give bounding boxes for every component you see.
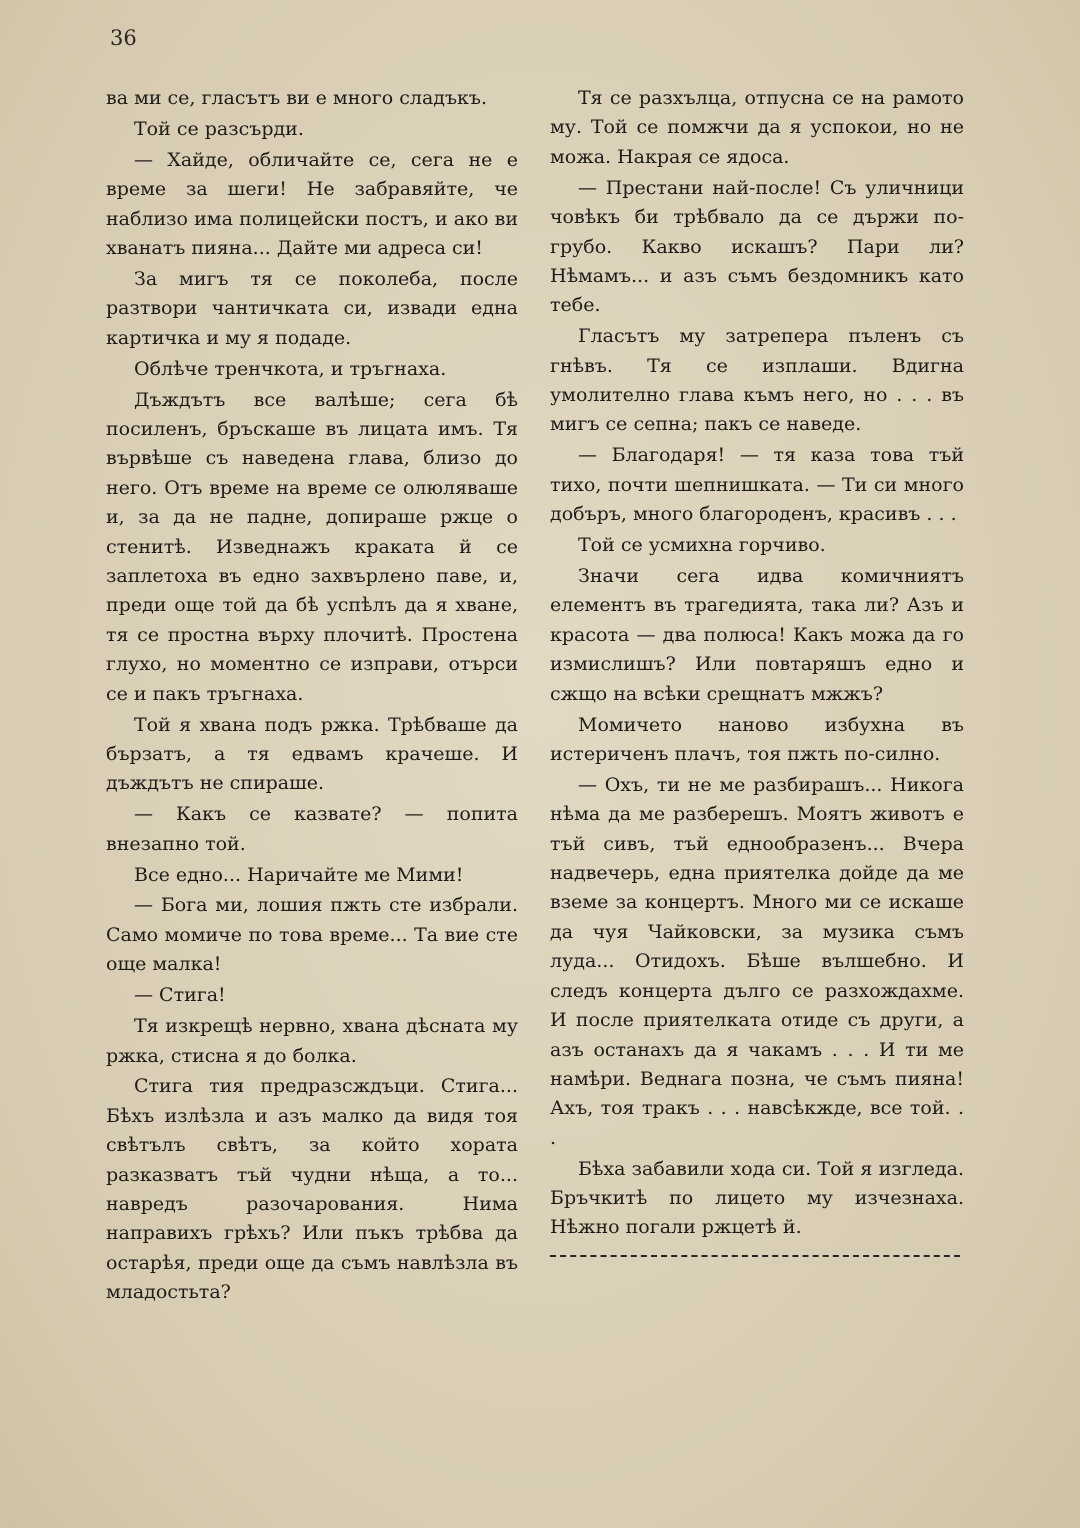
paragraph: Той се усмихна горчиво. [578,534,826,557]
paragraph: Той се разсърди. [134,117,304,140]
paragraph: — Благодаря! — тя каза това тъй тихо, почти шепнишката. — Ти си много добъръ, много благороденъ, красивъ . . . [550,444,964,526]
paragraph: — Бога ми, лошия пжть сте избрали. Само момиче по това време... Та вие сте още малка! [106,894,518,976]
paragraph: Все едно... Наричайте ме Мими! [134,863,464,886]
paragraph: — Стига! [134,984,226,1007]
paragraph: — Какъ се казвате? — попита внезапно той. [106,803,518,855]
paragraph: Гласътъ му затрепера пъленъ съ гнѣвъ. Тя се изплаши. Вдигна умолително глава къмъ него, но . . . въ мигъ се сепна; пакъ се наведе. [550,325,964,436]
paragraph: — Хайде, обличайте се, сега не е време за шеги! Не забравяйте, че наблизо има полицейски постъ, и ако ви хванатъ пияна... Дайте ми адреса си! [106,148,518,260]
paragraph: Дъждътъ все валѣше; сега бѣ посиленъ, бръскаше въ лицата имъ. Тя вървѣше съ наведена глава, близо до него. Отъ време на време се олюляваше и, за да не падне, допираше ржце о стенитѣ. Изведнажъ краката й се заплетоха въ едно захвърлено паве, и, преди още той да бѣ успѣлъ да я хване, тя се простна върху плочитѣ. Простена глухо, но моментно се изправи, отърси се и пакъ тръгнаха. [106,388,518,705]
paragraph: Бѣха забавили хода си. Той я изгледа. Бръчкитѣ по лицето му изчезнаха. Нѣжно погали ржцетѣ й. [550,1157,964,1239]
paragraph: Значи сега идва комичниятъ елементъ въ трагедията, така ли? Азъ и красота — два полюса! Какъ можа да го измислишъ? Или повтаряшъ едно и сжщо на всѣки срещнатъ мжжъ? [550,565,964,705]
paragraph: Тя се разхълца, отпусна се на рамото му. Той се помжчи да я успокои, но не можа. Накрая се ядоса. [550,87,964,168]
paragraph: Тя изкрещѣ нервно, хвана дѣсната му ржка, стисна я до болка. [106,1015,518,1067]
left-column [106,84,518,1309]
page-number: 36 [110,26,137,50]
paragraph: — Престани най-после! Съ уличници човѣкъ би трѣбвало да се държи по-грубо. Какво искашъ? Пари ли? Нѣмамъ... и азъ съмъ бездомникъ като тебе. [550,176,964,317]
paragraph: Стига тия предразсждъци. Стига... Бѣхъ излѣзла и азъ малко да видя тоя свѣтълъ свѣтъ, за който хората разказватъ тъй чудни нѣща, а то... навредъ разочарования. Нима направихъ грѣхъ? Или пъкъ трѣбва да остарѣя, преди още да съмъ навлѣзла въ младостьта? [106,1075,518,1304]
paragraph: Облѣче тренчкота, и тръгнаха. [134,357,447,380]
paragraph: Момичето наново избухна въ истериченъ плачъ, тоя пжть по-силно. [550,713,964,765]
section-end-rule [550,1255,960,1257]
paragraph: — Охъ, ти не ме разбирашъ... Никога нѣма да ме разберешъ. Моятъ животъ е тъй сивъ, тъй еднообразенъ... Вчера надвечерь, една приятелка дойде да ме вземе за концертъ. Много ми се искаше да чуя Чайковски, за музика съмъ луда... Отидохъ. Бѣше вълшебно. И следъ концерта дълго се разхождахме. И после приятелката отиде съ други, а азъ останахъ да я чакамъ . . . И ти ме намѣри. Веднага позна, че съмъ пияна! Ахъ, тоя тракъ . . . навсѣкжде, все той. . . [550,773,964,1149]
paragraph: Той я хвана подъ ржка. Трѣбваше да бързатъ, а тя едвамъ крачеше. И дъждътъ не спираше. [106,713,518,795]
paragraph: За мигъ тя се поколеба, после разтвори чантичката си, извади една картичка и му я подаде. [106,267,518,349]
paragraph: ва ми се, гласътъ ви е много сладъкъ. [106,87,488,109]
right-column [550,84,964,1257]
